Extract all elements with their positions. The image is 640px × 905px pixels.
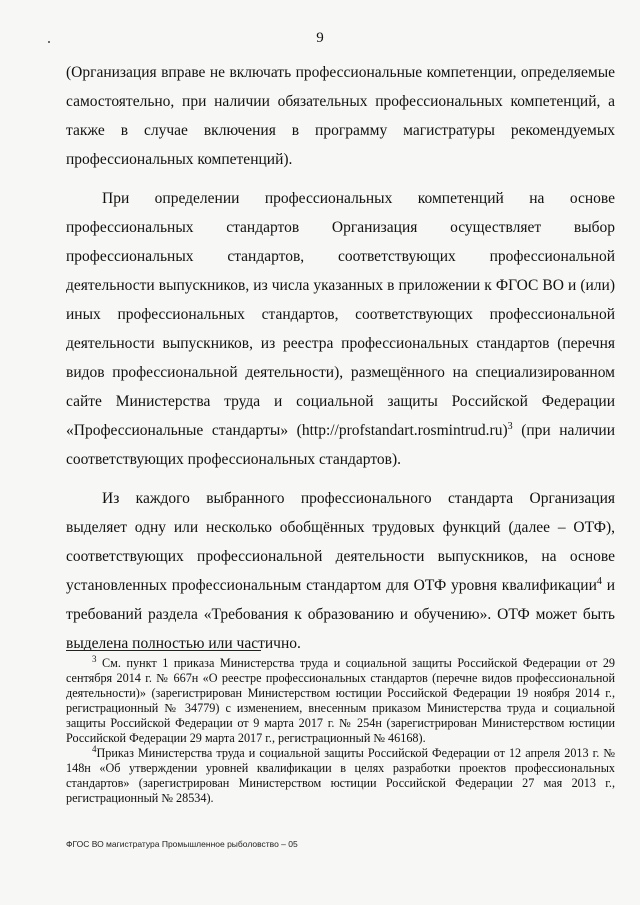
footnote-3 [66, 653, 616, 746]
footnote-separator [66, 650, 261, 651]
footnote-4-marker: 4 [92, 743, 97, 754]
footnote-4-text: Приказ Министерства труда и социальной защиты Российской Федерации от 12 апреля 2013 г. № 148н «Об утверждении уровней квалификации в целях разработки проектов профессиональных стандартов» (зарегистрирован Министерством юстиции Российской Федерации 27 мая 2013 г., регистрационный № 28534). [66, 746, 615, 805]
paragraph-2-tail: (при наличии соответствующих профессиональных стандартов). [66, 422, 615, 468]
footnote-3-text: См. пункт 1 приказа Министерства труда и социальной защиты Российской Федерации от 29 сентября 2014 г. № 667н «О реестре профессиональных стандартов (перечне видов профессиональной деятельности)» (зарегистрирован Министерством юстиции Российской Федерации 19 ноября 2014 г., регистрационный № 34779) с изменением, внесенным приказом Министерства труда и социальной защиты Российской Федерации от 9 марта 2017 г. № 254н (зарегистрирован Министерством юстиции Российской Федерации 29 марта 2017 г., регистрационный № 46168). [66, 656, 616, 745]
footnote-4 [66, 743, 615, 806]
footnote-ref-3: 3 [507, 420, 513, 432]
paragraph-3-text: Из каждого выбранного профессионального стандарта Организация выделяет одну или несколько обобщённых трудовых функций (далее – ОТФ), соответствующих профессиональной деятельности выпускников, на основе установленных профессиональным стандартом для ОТФ уровня квалификации [66, 490, 615, 594]
footnote-3-marker: 3 [92, 653, 97, 664]
paragraph-3 [66, 484, 615, 658]
body-text [66, 58, 615, 668]
page-footer: ФГОС ВО магистратура Промышленное рыболовство – 05 [66, 839, 298, 849]
paragraph-2 [66, 184, 615, 474]
paragraph-3-tail: и требований раздела «Требования к образованию и обучению». ОТФ может быть выделена полностью или частично. [66, 577, 616, 652]
page-number: 9 [316, 30, 324, 46]
footnotes [66, 653, 616, 806]
paragraph-2-text: При определении профессиональных компетенций на основе профессиональных стандартов Организация осуществляет выбор профессиональных стандартов, соответствующих профессиональной деятельности выпускников, из числа указанных в приложении к ФГОС ВО и (или) иных профессиональных стандартов, соответствующих профессиональной деятельности выпускников, из реестра профессиональных стандартов (перечня видов профессиональной деятельности), размещённого на специализированном сайте Министерства труда и социальной защиты Российской Федерации «Профессиональные стандарты» (http://profstandart.rosmintrud.ru) [66, 190, 615, 439]
footnote-ref-4: 4 [596, 575, 602, 587]
paragraph-1: (Организация вправе не включать профессиональные компетенции, определяемые самостоятельно, при наличии обязательных профессиональных компетенций, а также в случае включения в программу магистратуры рекомендуемых профессиональных компетенций). [66, 64, 615, 168]
